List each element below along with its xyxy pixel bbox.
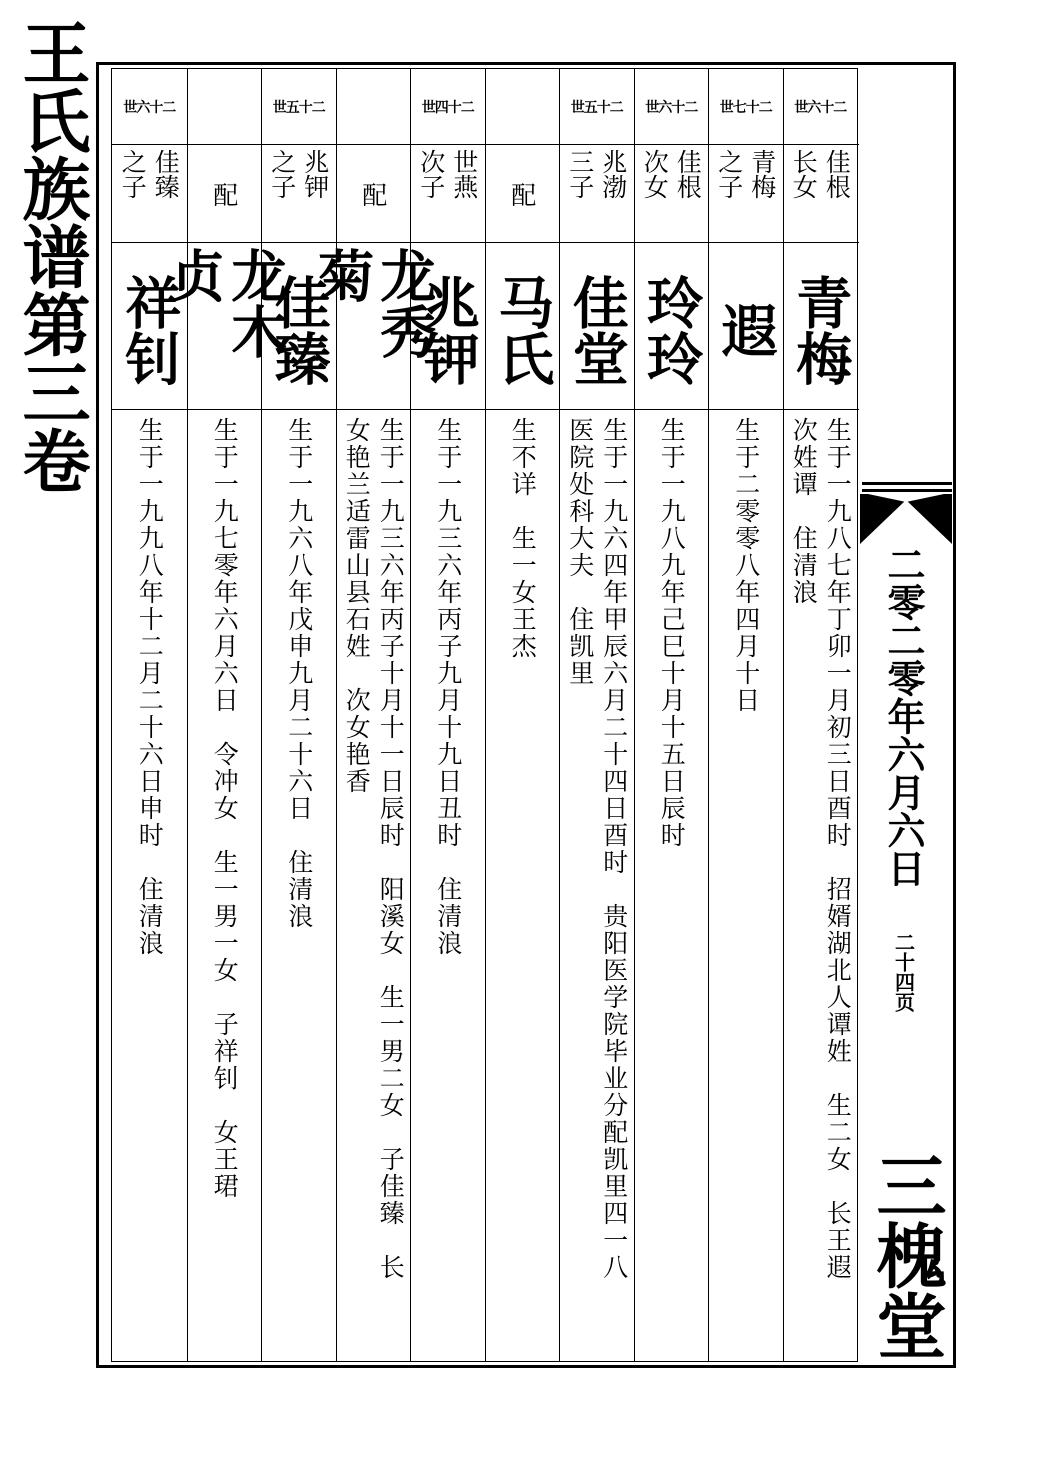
row-divider: [112, 242, 859, 243]
biography-line: 生不详 生一女王杰: [508, 417, 538, 660]
divider-line: [862, 489, 952, 492]
person-name: [486, 247, 560, 412]
person-name-text: 兆钾: [414, 273, 481, 386]
relation-label: [709, 149, 783, 239]
person-name-text: 龙木贞: [160, 247, 289, 359]
compile-date: 二零二零年六月六日: [881, 545, 926, 887]
biography: [709, 417, 783, 1361]
biography-line: 生于二零零八年四月十日: [731, 417, 761, 714]
biography: [262, 417, 336, 1361]
generation-label: 世五十二: [570, 99, 623, 116]
person-name-text: 玲玲: [638, 273, 705, 386]
generation-label: 世六十二: [645, 99, 698, 116]
person-name-text: 龙秀菊: [309, 247, 438, 359]
biography: [560, 417, 634, 1361]
person-name-text: 佳堂: [563, 273, 630, 386]
person-name-text: 马氏: [489, 273, 556, 386]
book-title: 王氏族谱第三卷: [11, 18, 91, 494]
relation-text: 佳臻: [151, 149, 181, 199]
person-name: [160, 247, 289, 412]
biography-line: 生于一九九八年十二月二十六日申时 住清浪: [135, 417, 165, 957]
person-name: [635, 247, 709, 412]
genealogy-table: [111, 68, 858, 1362]
entry-column: [112, 69, 187, 1361]
relation-label: [486, 149, 560, 239]
relation-text: 配: [209, 181, 239, 207]
row-divider: [112, 144, 859, 145]
relation-text: 次女: [640, 149, 670, 199]
relation-label: [560, 149, 634, 239]
biography: [784, 417, 858, 1361]
generation-label: [337, 69, 411, 144]
biography: [337, 417, 411, 1361]
relation-text: 兆钾: [300, 149, 330, 199]
biography: [635, 417, 709, 1361]
relation-text: 佳根: [822, 149, 852, 199]
entry-column: [559, 69, 634, 1361]
entry-column: [708, 69, 783, 1361]
relation-label: [262, 149, 336, 239]
person-name-text: 青梅: [787, 273, 854, 386]
relation-text: 佳根: [673, 149, 703, 199]
entry-column: [783, 69, 858, 1361]
biography: [112, 417, 187, 1361]
relation-text: 长女: [789, 149, 819, 199]
relation-label: [635, 149, 709, 239]
relation-text: 之子: [714, 149, 744, 199]
biography-line: 生于一九八九年己巳十月十五日辰时: [657, 417, 687, 849]
generation-label: 世六十二: [794, 99, 847, 116]
relation-text: 世燕: [449, 149, 479, 199]
relation-text: 次子: [416, 149, 446, 199]
person-name-text: 祥钊: [116, 273, 183, 386]
relation-text: 青梅: [747, 149, 777, 199]
biography-line: 生于一九六四年甲辰六月二十四日酉时 贵阳医学院毕业分配凯里四一八: [599, 417, 629, 1281]
relation-text: 配: [358, 181, 388, 207]
generation-label: [188, 69, 262, 144]
relation-label: [188, 149, 262, 239]
generation-label: [486, 69, 560, 144]
entry-column: [634, 69, 709, 1361]
person-name: [560, 247, 634, 412]
person-name: [784, 247, 858, 412]
relation-text: 配: [507, 181, 537, 207]
person-name: [709, 247, 783, 412]
person-name: [112, 247, 187, 412]
biography-line: 生于一九六八年戊申九月二十六日 住清浪: [284, 417, 314, 930]
biography: [486, 417, 560, 1361]
relation-label: [784, 149, 858, 239]
relation-label: [411, 149, 485, 239]
generation-label: 世五十二: [272, 99, 325, 116]
generation-label: 世四十二: [421, 99, 474, 116]
entry-column: [485, 69, 560, 1361]
page-number: 二十四页: [891, 932, 916, 1012]
relation-text: 之子: [118, 149, 148, 199]
relation-text: 之子: [267, 149, 297, 199]
relation-label: [112, 149, 187, 239]
biography-line: 医院处科大夫 住凯里: [565, 417, 595, 687]
generation-label: 世六十二: [123, 99, 176, 116]
title-ornament: [858, 494, 954, 546]
relation-label: [337, 149, 411, 239]
biography: [188, 417, 262, 1361]
row-divider: [112, 409, 859, 410]
person-name: [309, 247, 438, 412]
biography: [411, 417, 485, 1361]
biography-line: 生于一九三六年丙子九月十九日丑时 住清浪: [433, 417, 463, 957]
person-name-text: 佳臻: [265, 273, 332, 386]
biography-line: 女艳兰适雷山县石姓 次女艳香: [342, 417, 372, 795]
biography-line: 次姓谭 住清浪: [789, 417, 819, 606]
divider-line: [862, 482, 952, 485]
biography-line: 生于一九八七年丁卯一月初三日酉时 招婿湖北人谭姓 生二女 长王遐: [823, 417, 853, 1281]
relation-text: 三子: [565, 149, 595, 199]
relation-text: 兆渤: [598, 149, 628, 199]
hall-name: 三槐堂: [865, 1150, 948, 1360]
biography-line: 生于一九三六年丙子十月十一日辰时 阳溪女 生一男二女 子佳臻 长: [376, 417, 406, 1281]
person-name-text: 遐: [712, 301, 779, 358]
generation-label: 世七十二: [719, 99, 772, 116]
biography-line: 生于一九七零年六月六日 令冲女 生一男一女 子祥钊 女王珺: [210, 417, 240, 1200]
